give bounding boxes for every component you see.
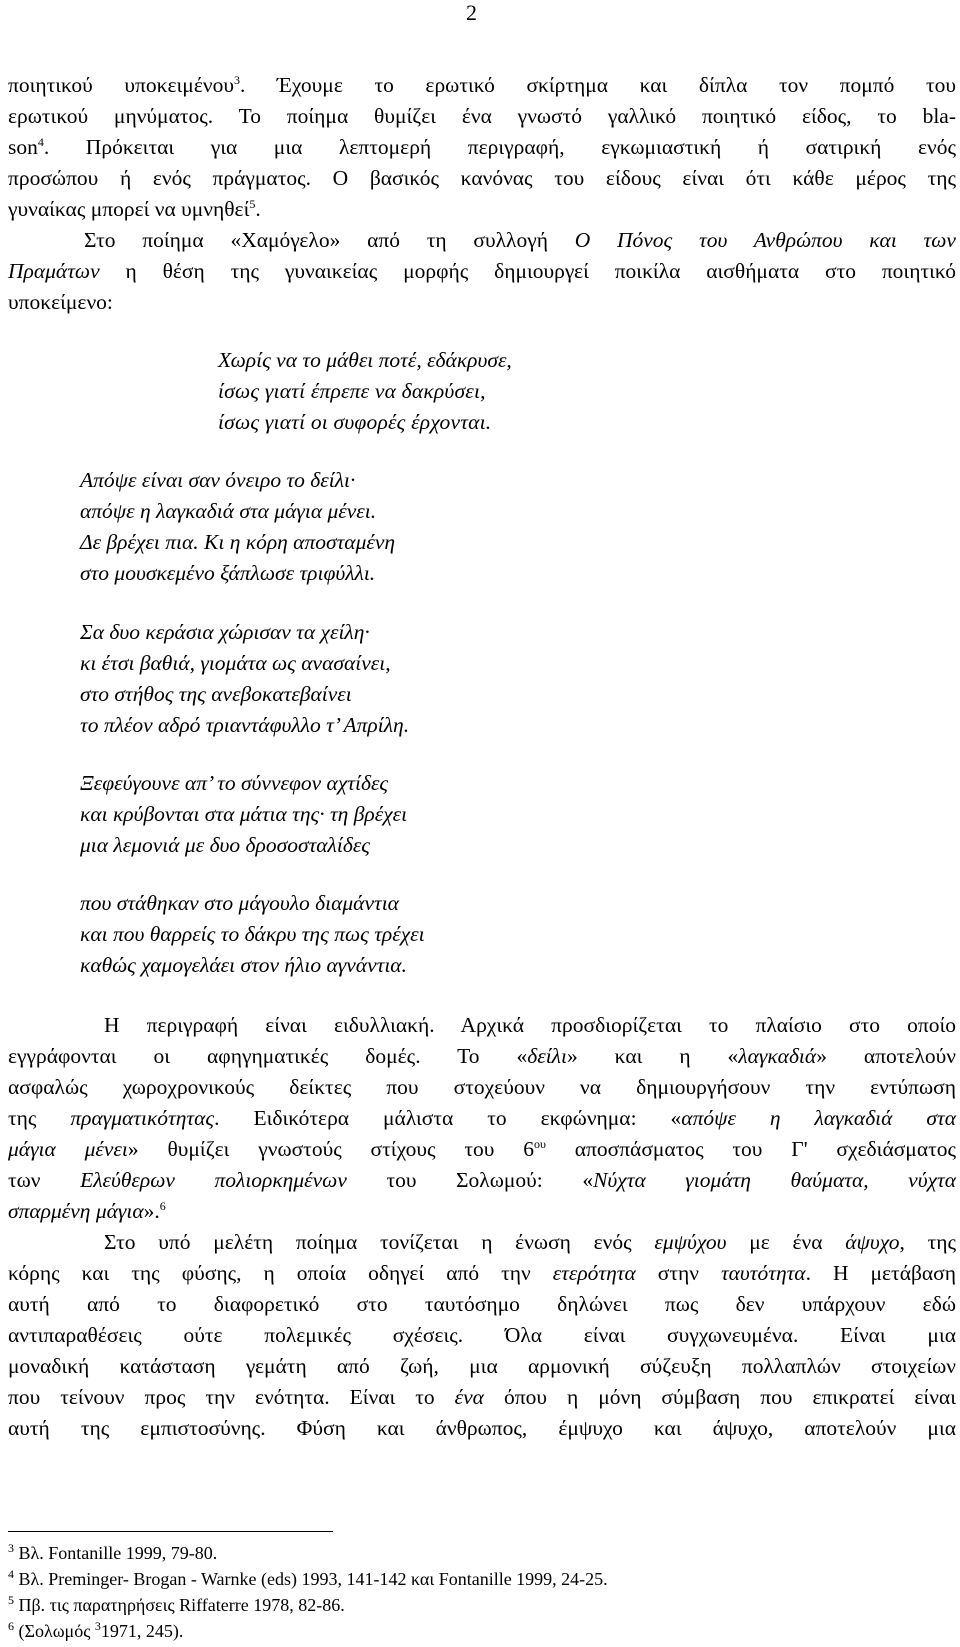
analysis-2-line-3: αυτή από το διαφορετικό στο ταυτόσημο δηλώνει πως δεν υπάρχουν εδώ (8, 1292, 956, 1316)
stanza-1-line-4: στο μουσκεμένο ξάπλωσε τριφύλλι. (80, 561, 376, 585)
footnote-ref-4[interactable]: 4 (37, 134, 44, 149)
stanza-2-line-3: στο στήθος της ανεβοκατεβαίνει (80, 682, 352, 706)
stanza-2-line-1: Σα δυο κεράσια χώρισαν τα χείλη· (80, 620, 370, 644)
analysis-2-line-4: αντιπαραθέσεις ούτε πολεμικές σχέσεις. Όλα είναι συγχωνευμένα. Είναι μια (8, 1323, 956, 1347)
stanza-3-line-2: και κρύβονται στα μάτια της· τη βρέχει (80, 802, 408, 826)
footnote-4: $^4$ Βλ. Preminger- Brogan - Warnke (eds) 1993, 141-142 και Fontanille 1999, 24-25. (8, 1567, 608, 1589)
page-number: 2 (466, 0, 477, 25)
intro-line-3: son$^4$. Πρόκειται για μια λεπτομερή περιγραφή, εγκωμιαστική ή σατιρική ενός (8, 134, 956, 159)
analysis-2-line-1: Στο υπό μελέτη ποίημα τονίζεται η ένωση ενός εμψύχου με ένα άψυχο, της (104, 1230, 956, 1254)
footnote-3: $^3$ Βλ. Fontanille 1999, 79-80. (8, 1541, 218, 1563)
epigraph-line-1: Χωρίς να το μάθει ποτέ, εδάκρυσε, (218, 348, 512, 372)
analysis-1-line-6: των Ελεύθερων πολιορκημένων του Σολωμού: «Νύχτα γιομάτη θαύματα, νύχτα (8, 1168, 957, 1192)
analysis-2-line-2: κόρης και της φύσης, η οποία οδηγεί από την ετερότητα στην ταυτότητα. Η μετάβαση (8, 1261, 956, 1285)
analysis-1-line-7: σπαρμένη μάγια».$^6$ (8, 1198, 166, 1223)
intro-line-6: Στο ποίημα «Χαμόγελο» από τη συλλογή Ο Πόνος του Ανθρώπου και των (84, 228, 956, 252)
footnote-ref-3[interactable]: 3 (233, 72, 240, 87)
analysis-1-line-5: μάγια μένει» θυμίζει γνωστούς στίχους του $6^{o\upsilon}$ αποσπάσματος του Γ' σχεδιάσματος (8, 1136, 957, 1161)
analysis-2-line-7: αυτή της εμπιστοσύνης. Φύση και άνθρωπος, έμψυχο και άψυχο, αποτελούν μια (8, 1416, 956, 1440)
epigraph-line-2: ίσως γιατί έπρεπε να δακρύσει, (218, 379, 486, 403)
intro-line-8: υποκείμενο: (8, 290, 113, 314)
stanza-1-line-2: απόψε η λαγκαδιά στα μάγια μένει. (80, 499, 377, 523)
stanza-3-line-1: Ξεφεύγουνε απ’ το σύννεφον αχτίδες (80, 771, 389, 795)
stanza-3-line-3: μια λεμονιά με δυο δροσοσταλίδες (80, 833, 371, 857)
stanza-2-line-4: το πλέον αδρό τριαντάφυλλο τ’ Απρίλη. (80, 713, 410, 737)
analysis-1-line-2: εγγράφονται οι αφηγηματικές δομές. Το «δείλι» και η «λαγκαδιά» αποτελούν (8, 1044, 956, 1068)
analysis-2-line-6: που τείνουν προς την ενότητα. Είναι το ένα όπου η μόνη σύμβαση που επικρατεί είναι (8, 1385, 956, 1409)
footnote-5: $^5$ Πβ. τις παρατηρήσεις Riffaterre 1978, 82-86. (8, 1593, 345, 1615)
analysis-1-line-1: Η περιγραφή είναι ειδυλλιακή. Αρχικά προσδιορίζεται το πλαίσιο στο οποίο (104, 1013, 956, 1037)
footnote-6: $^6$ (Σολωμός $^3$1971, 245). (8, 1619, 184, 1641)
analysis-2-line-5: μοναδική κατάσταση γεμάτη από ζωή, μια αρμονική σύζευξη πολλαπλών στοιχείων (8, 1354, 956, 1378)
analysis-1-line-4: της πραγματικότητας. Ειδικότερα μάλιστα το εκφώνημα: «απόψε η λαγκαδιά στα (8, 1106, 956, 1130)
intro-line-5: γυναίκας μπορεί να υμνηθεί$^5$. (8, 196, 261, 221)
intro-line-7: Πραμάτων η θέση της γυναικείας μορφής δημιουργεί ποικίλα αισθήματα στο ποιητικό (8, 259, 956, 283)
analysis-1-line-3: ασφαλώς χωροχρονικούς δείκτες που στοχεύουν να δημιουργήσουν την εντύπωση (8, 1075, 956, 1099)
intro-line-4: προσώπου ή ενός πράγματος. Ο βασικός κανόνας του είδους είναι ότι κάθε μέρος της (8, 166, 956, 190)
footnote-ref-5[interactable]: 5 (249, 196, 256, 211)
stanza-4-line-3: καθώς χαμογελάει στον ήλιο αγνάντια. (80, 953, 407, 977)
stanza-1-line-1: Απόψε είναι σαν όνειρο το δείλι· (80, 468, 356, 492)
intro-line-1: ποιητικού υποκειμένου$^3$. Έχουμε το ερωτικό σκίρτημα και δίπλα τον πομπό του (8, 72, 956, 97)
footnote-ref-6[interactable]: 6 (159, 1198, 166, 1213)
stanza-4-line-2: και που θαρρείς το δάκρυ της πως τρέχει (80, 922, 425, 946)
stanza-1-line-3: Δε βρέχει πια. Κι η κόρη αποσταμένη (80, 530, 396, 554)
intro-line-2: ερωτικού μηνύματος. Το ποίημα θυμίζει ένα γνωστό γαλλικό ποιητικό είδος, το bla- (8, 104, 956, 128)
footnote-separator (8, 1531, 333, 1532)
stanza-2-line-2: κι έτσι βαθιά, γιομάτα ως ανασαίνει, (80, 651, 391, 675)
stanza-4-line-1: που στάθηκαν στο μάγουλο διαμάντια (80, 891, 399, 915)
epigraph-line-3: ίσως γιατί οι συφορές έρχονται. (218, 410, 492, 434)
